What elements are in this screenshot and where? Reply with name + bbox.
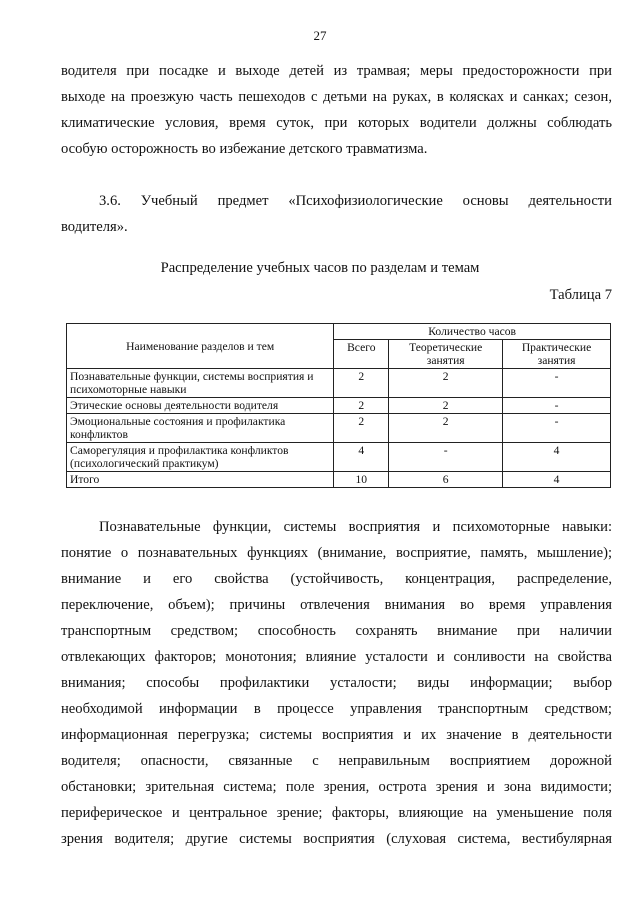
hours-total: 4 — [334, 443, 389, 472]
text-line: переключение, объем); причины отвлечения внимания во время управления — [61, 597, 612, 613]
text-line: внимания; способы профилактики усталости; виды информации; выбор — [61, 675, 612, 691]
hours-total: 2 — [334, 414, 389, 443]
hours-practice: - — [503, 414, 611, 443]
text-line: необходимой информации в процессе управления транспортным средством; — [61, 701, 612, 717]
intro-paragraph — [61, 58, 612, 162]
topic-name: Итого — [67, 472, 334, 488]
column-header-practice: Практические занятия — [503, 340, 611, 369]
text-line: транспортным средством; способность сохранять внимание при наличии — [61, 623, 612, 639]
text-line: климатические условия, время суток, при которых водители должны соблюдать — [61, 115, 612, 131]
table-row — [67, 398, 611, 414]
topic-name: Этические основы деятельности водителя — [67, 398, 334, 414]
text-line: водителя при посадке и выходе детей из трамвая; меры предосторожности при — [61, 63, 612, 79]
table-total-row — [67, 472, 611, 488]
column-group-header: Количество часов — [334, 324, 611, 340]
text-line: выходе на проезжую часть пешеходов с детьми на руках, в колясках и санках; сезон, — [61, 89, 612, 105]
text-line: отвлекающих факторов; монотония; влияние усталости и сонливости на свойства — [61, 649, 612, 665]
text-line: водителя». — [61, 219, 128, 235]
text-line: 3.6. Учебный предмет «Психофизиологические основы деятельности — [99, 193, 612, 209]
text-line: информационная перегрузка; системы восприятия и их значение в деятельности — [61, 727, 612, 743]
topic-name: Саморегуляция и профилактика конфликтов (психологический практикум) — [67, 443, 334, 472]
column-header-name: Наименование разделов и тем — [67, 324, 334, 369]
table-caption: Распределение учебных часов по разделам и темам — [160, 260, 480, 276]
hours-table — [66, 323, 611, 488]
table-header-row — [67, 324, 611, 340]
hours-theory: 2 — [389, 369, 503, 398]
table-row — [67, 414, 611, 443]
text-line: обстановки; зрительная система; поле зрения, острота зрения и зона видимости; — [61, 779, 612, 795]
hours-practice: - — [503, 398, 611, 414]
hours-total: 2 — [334, 369, 389, 398]
table-row — [67, 443, 611, 472]
table-row — [67, 369, 611, 398]
section-heading — [61, 188, 612, 240]
text-line: зрения водителя; другие системы восприятия (слуховая система, вестибулярная — [61, 831, 612, 847]
table-label: Таблица 7 — [549, 287, 612, 303]
hours-practice: 4 — [503, 443, 611, 472]
text-line: особую осторожность во избежание детского травматизма. — [61, 141, 428, 157]
hours-theory: 2 — [389, 398, 503, 414]
column-header-total: Всего — [334, 340, 389, 369]
topic-name: Эмоциональные состояния и профилактика конфликтов — [67, 414, 334, 443]
page-number: 27 — [313, 28, 327, 43]
hours-practice: 4 — [503, 472, 611, 488]
topic-name: Познавательные функции, системы восприятия и психомоторные навыки — [67, 369, 334, 398]
hours-theory: 6 — [389, 472, 503, 488]
column-header-theory: Теоретические занятия — [389, 340, 503, 369]
text-line: понятие о познавательных функциях (внимание, восприятие, память, мышление); — [61, 545, 612, 561]
text-line: Познавательные функции, системы восприятия и психомоторные навыки: — [99, 519, 612, 535]
hours-theory: 2 — [389, 414, 503, 443]
hours-practice: - — [503, 369, 611, 398]
hours-total: 2 — [334, 398, 389, 414]
text-line: водителя; опасности, связанные с неправильным восприятием дорожной — [61, 753, 612, 769]
hours-theory: - — [389, 443, 503, 472]
hours-total: 10 — [334, 472, 389, 488]
body-paragraph — [61, 514, 612, 852]
text-line: внимание и его свойства (устойчивость, концентрация, распределение, — [61, 571, 612, 587]
text-line: периферическое и центральное зрение; факторы, влияющие на уменьшение поля — [61, 805, 612, 821]
